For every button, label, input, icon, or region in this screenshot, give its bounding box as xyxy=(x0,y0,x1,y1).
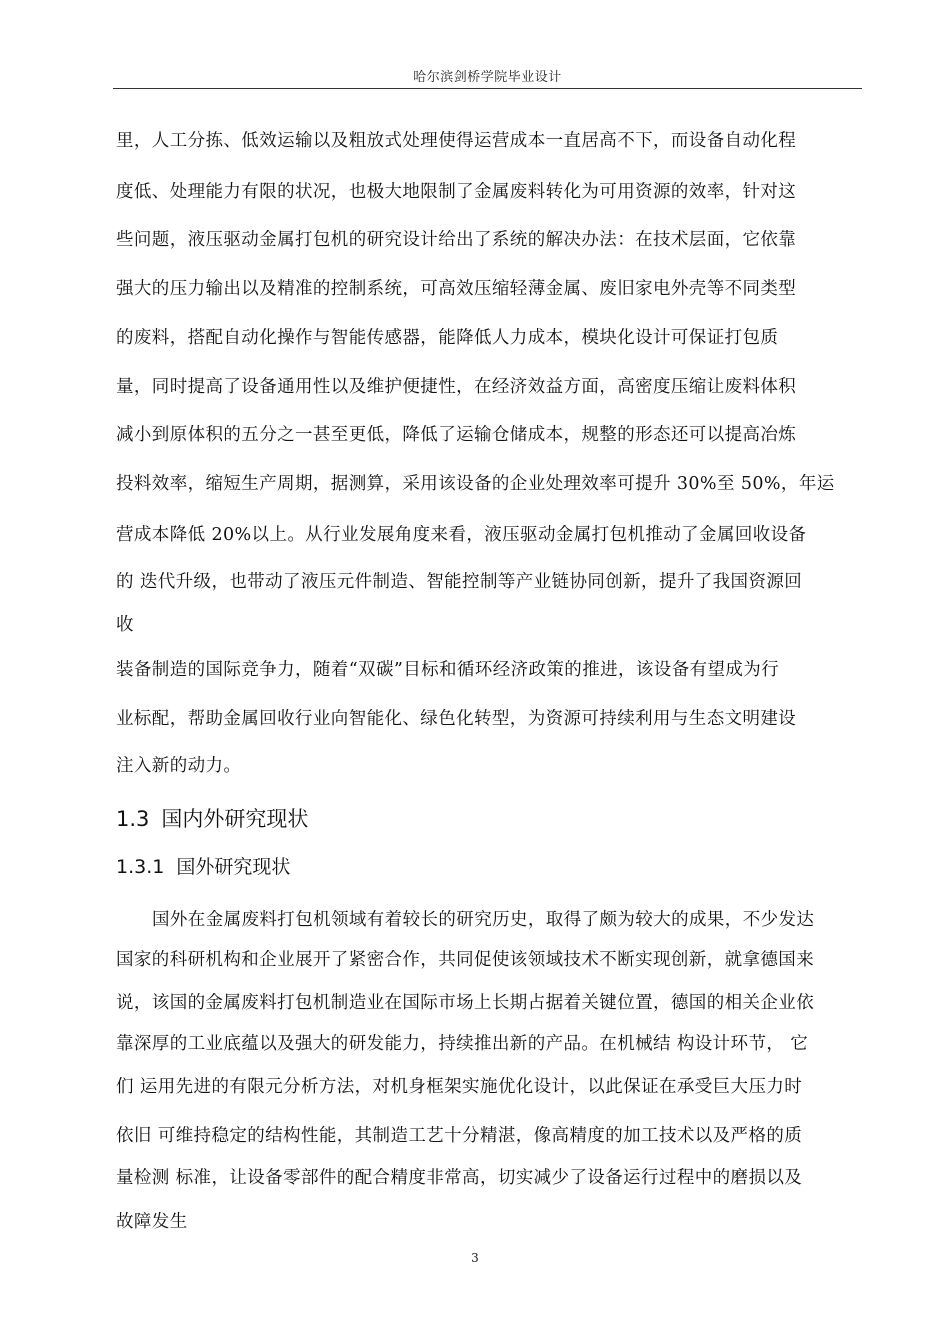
paragraph-line: 的废料，搭配自动化操作与智能传感器，能降低人力成本，模块化设计可保证打包质 xyxy=(116,328,779,348)
paragraph-line: 营成本降低 20%以上。从行业发展角度来看，液压驱动金属打包机推动了金属回收设备 xyxy=(116,525,807,545)
section-number: 1.3 xyxy=(116,807,150,831)
paragraph-line: 量检测 标准，让设备零部件的配合精度非常高，切实减少了设备运行过程中的磨损以及 xyxy=(116,1168,803,1188)
paragraph-line: 装备制造的国际竞争力，随着“双碳”目标和循环经济政策的推进，该设备有望成为行 xyxy=(116,660,780,680)
paragraph-line: 收 xyxy=(116,615,134,635)
paragraph-line: 业标配，帮助金属回收行业向智能化、绿色化转型，为资源可持续利用与生态文明建设 xyxy=(116,709,797,729)
subsection-title: 国外研究现状 xyxy=(176,856,291,878)
paragraph-line: 国家的科研机构和企业展开了紧密合作，共同促使该领域技术不断实现创新，就拿德国来 xyxy=(116,950,815,970)
page-number: 3 xyxy=(471,1251,479,1265)
paragraph-line: 说，该国的金属废料打包机制造业在国际市场上长期占据着关键位置，德国的相关企业依 xyxy=(116,993,815,1013)
paragraph-line: 靠深厚的工业底蕴以及强大的研发能力，持续推出新的产品。在机械结 构设计环节， 它 xyxy=(116,1034,809,1054)
paragraph-line: 里，人工分拣、低效运输以及粗放式处理使得运营成本一直居高不下，而设备自动化程 xyxy=(116,131,797,151)
paragraph-line: 故障发生 xyxy=(116,1212,188,1232)
subsection-number: 1.3.1 xyxy=(116,856,165,878)
paragraph-line: 们 运用先进的有限元分析方法，对机身框架实施优化设计，以此保证在承受巨大压力时 xyxy=(116,1077,803,1097)
paragraph-line: 国外在金属废料打包机领域有着较长的研究历史，取得了颇为较大的成果，不少发达 xyxy=(152,910,815,930)
paragraph-line: 注入新的动力。 xyxy=(116,756,242,776)
page-header-title: 哈尔滨剑桥学院毕业设计 xyxy=(413,70,562,85)
paragraph-line: 强大的压力输出以及精准的控制系统，可高效压缩轻薄金属、废旧家电外壳等不同类型 xyxy=(116,279,797,299)
paragraph-line: 些问题，液压驱动金属打包机的研究设计给出了系统的解决办法：在技术层面，它依靠 xyxy=(116,230,797,250)
header-divider xyxy=(113,88,862,89)
paragraph-line: 量，同时提高了设备通用性以及维护便捷性，在经济效益方面，高密度压缩让废料体积 xyxy=(116,377,797,397)
paragraph-line: 度低、处理能力有限的状况，也极大地限制了金属废料转化为可用资源的效率，针对这 xyxy=(116,182,797,202)
paragraph-line: 投料效率，缩短生产周期，据测算，采用该设备的企业处理效率可提升 30%至 50%，年运 xyxy=(116,474,835,494)
paragraph-line: 依旧 可维持稳定的结构性能，其制造工艺十分精湛，像高精度的加工技术以及严格的质 xyxy=(116,1126,803,1146)
paragraph-line: 减小到原体积的五分之一甚至更低，降低了运输仓储成本，规整的形态还可以提高冶炼 xyxy=(116,425,797,445)
subsection-heading xyxy=(116,852,290,879)
paragraph-line: 的 迭代升级，也带动了液压元件制造、智能控制等产业链协同创新，提升了我国资源回 xyxy=(116,572,803,592)
section-heading xyxy=(116,803,308,833)
section-title: 国内外研究现状 xyxy=(161,807,309,831)
